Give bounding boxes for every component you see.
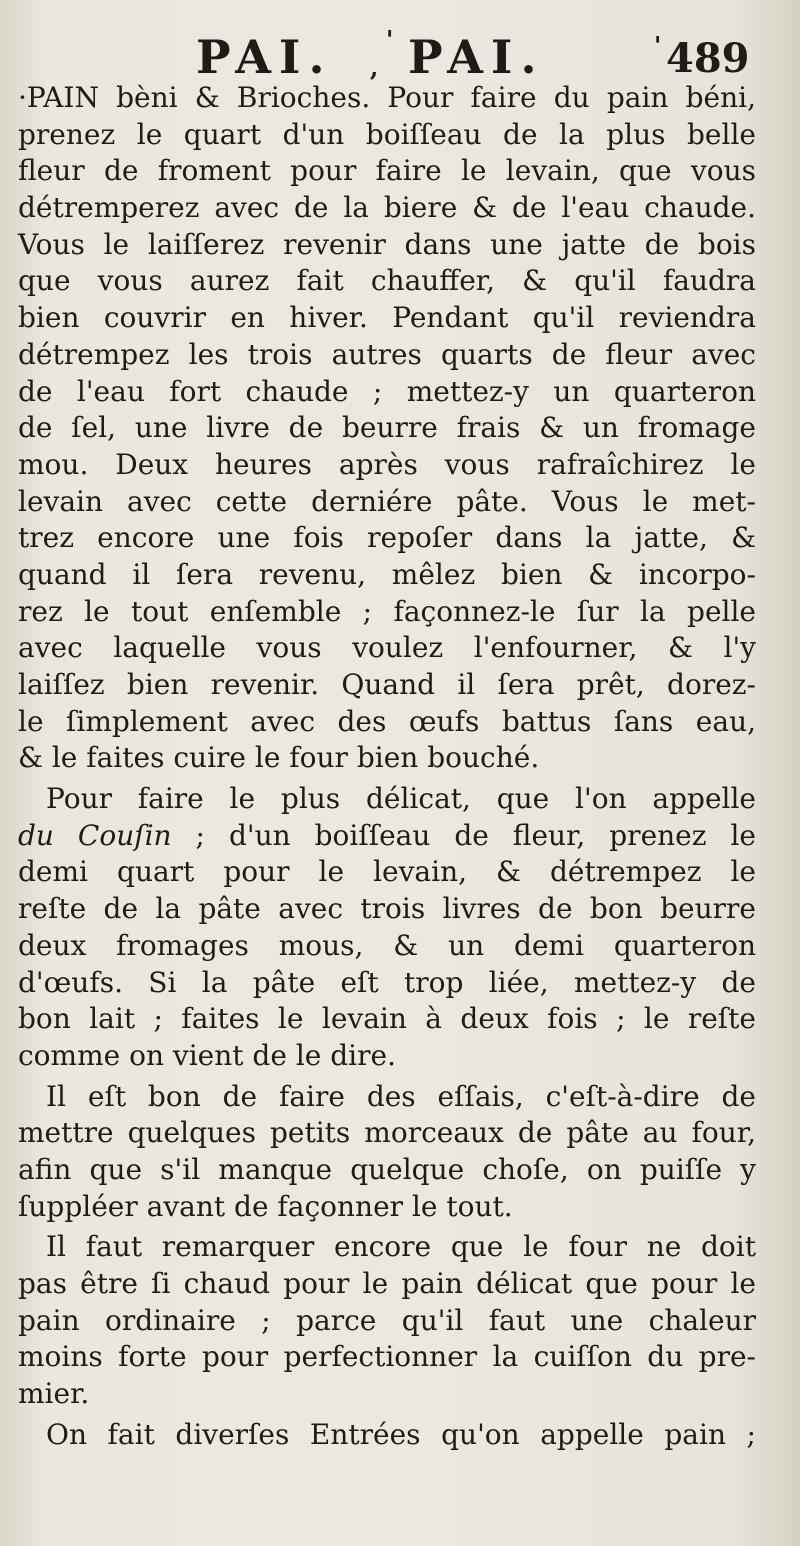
text-line: levain avec cette derniére pâte. Vous le met- xyxy=(18,484,756,518)
text-line: pain ordinaire ; parce qu'il faut une chaleur xyxy=(18,1303,756,1337)
text-line: Vous le laiſſerez revenir dans une jatte de bois xyxy=(18,227,756,261)
text-line: bien couvrir en hiver. Pendant qu'il reviendra xyxy=(18,301,756,335)
text-line: deux fromages mous, & un demi quarteron xyxy=(18,928,756,962)
text-line: de l'eau fort chaude ; mettez-y un quarteron xyxy=(18,374,756,408)
text-line: détremperez avec de la biere & de l'eau chaude. xyxy=(18,191,756,225)
text-line: détrempez les trois autres quarts de fleur avec xyxy=(18,337,756,371)
page-number: 489 xyxy=(666,35,750,82)
text-line: d'œufs. Si la pâte eſt trop liée, mettez-y de xyxy=(18,965,756,999)
text-line: mier. xyxy=(18,1377,90,1411)
text-line: Pour faire le plus délicat, que l'on appelle xyxy=(46,782,756,816)
text-line: mettre quelques petits morceaux de pâte au four, xyxy=(18,1116,756,1150)
paragraph-du-cousin xyxy=(18,781,756,1075)
text-line: avec laquelle vous voulez l'enfourner, & l'y xyxy=(18,631,756,665)
header-mark: , xyxy=(370,53,379,82)
header-mark: ' xyxy=(654,31,662,60)
running-header xyxy=(0,22,800,82)
text-line: moins forte pour perfectionner la cuiſſon du pre- xyxy=(18,1340,756,1374)
text-line: afin que s'il manque quelque choſe, on puiſſe y xyxy=(18,1152,756,1186)
text-line: le ſimplement avec des œufs battus ſans eau, xyxy=(18,704,756,738)
text-line: ſuppléer avant de façonner le tout. xyxy=(18,1189,513,1223)
text-line: mou. Deux heures après vous rafraîchirez le xyxy=(18,447,756,481)
header-mark: ' xyxy=(386,25,394,54)
text-line: & le faites cuire le four bien bouché. xyxy=(18,741,540,775)
text-line: quand il ſera revenu, mêlez bien & incorpo- xyxy=(18,557,756,591)
text-line: Il faut remarquer encore que le four ne doit xyxy=(46,1230,756,1264)
text-line: que vous aurez fait chauffer, & qu'il faudra xyxy=(18,264,756,298)
text-line: reſte de la pâte avec trois livres de bon beurre xyxy=(18,892,756,926)
header-left-title: PAI. xyxy=(196,30,333,84)
text-line: prenez le quart d'un boiſſeau de la plus belle xyxy=(18,117,756,151)
text-line: ·PAIN bèni & Brioches. Pour faire du pain béni, xyxy=(18,81,756,114)
text-line: On fait diverſes Entrées qu'on appelle pain ; xyxy=(46,1417,756,1451)
text-line: bon lait ; faites le levain à deux fois ; le reſte xyxy=(18,1002,756,1036)
paragraph-essais xyxy=(18,1079,756,1226)
paragraph-entrees xyxy=(18,1417,756,1454)
text-line: demi quart pour le levain, & détrempez le xyxy=(18,855,756,889)
text-line: rez le tout enſemble ; façonnez-le ſur la pelle xyxy=(18,594,756,628)
text-line: laiſſez bien revenir. Quand il ſera prêt, dorez- xyxy=(18,668,756,701)
text-line: comme on vient de le dire. xyxy=(18,1038,396,1072)
text-line: du Couſin ; d'un boiſſeau de fleur, prenez le xyxy=(18,818,756,852)
paragraph-four xyxy=(18,1229,756,1412)
header-right-title: PAI. xyxy=(408,30,545,84)
body-text xyxy=(18,80,756,1453)
text-line: trez encore une fois repoſer dans la jatte, & xyxy=(18,521,756,555)
text-line: Il eſt bon de faire des eſſais, c'eſt-à-dire de xyxy=(46,1079,756,1113)
paragraph-pain-beni xyxy=(18,80,756,777)
text-line: fleur de froment pour faire le levain, que vous xyxy=(18,154,756,188)
text-line: pas être ſi chaud pour le pain délicat que pour le xyxy=(18,1267,756,1300)
text-line: de ſel, une livre de beurre frais & un fromage xyxy=(18,411,756,445)
